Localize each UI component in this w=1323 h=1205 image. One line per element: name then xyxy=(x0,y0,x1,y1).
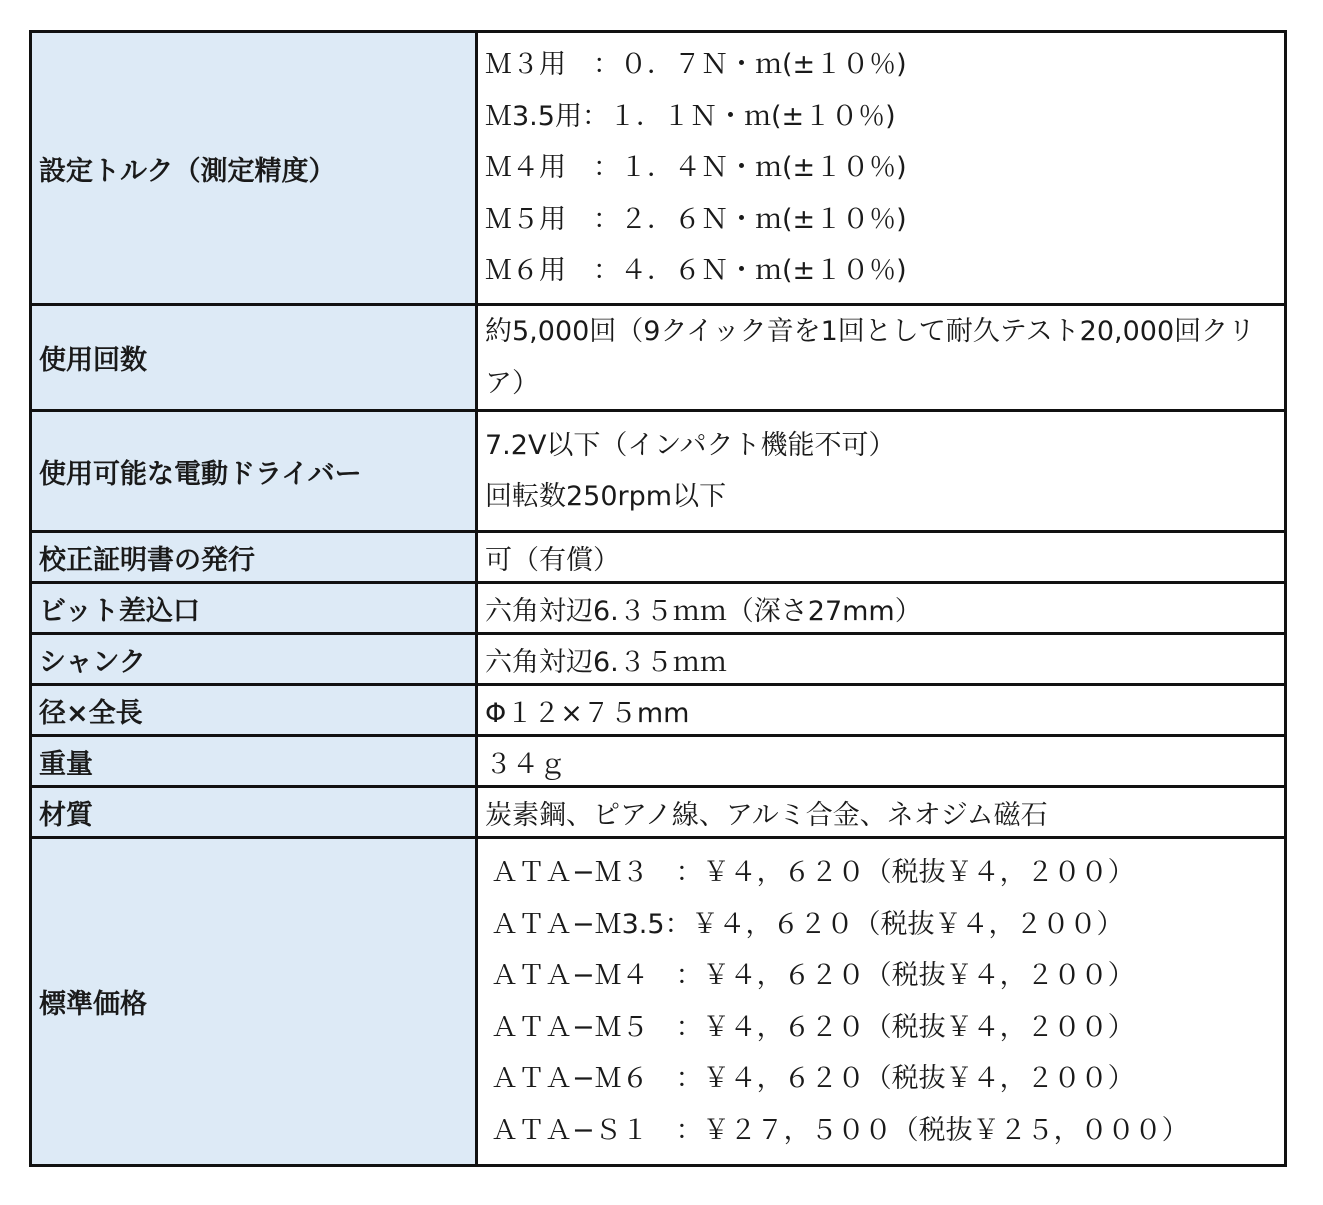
torque-line xyxy=(485,245,1278,297)
spec-label-price: 標準価格 xyxy=(31,838,477,1166)
spec-label-certificate: 校正証明書の発行 xyxy=(31,532,477,583)
torque-value: ：１．１Ｎ・ｍ(±１０％) xyxy=(581,100,896,132)
spec-row-driver xyxy=(31,411,1286,532)
price-value: ：￥４，６２０（税抜￥４，２００） xyxy=(675,857,1135,888)
price-line xyxy=(485,1053,1278,1105)
spec-value-price xyxy=(477,838,1286,1166)
price-value: ：￥４，６２０（税抜￥４，２００） xyxy=(675,1063,1135,1094)
spec-label-material: 材質 xyxy=(31,787,477,838)
spec-value-torque xyxy=(477,32,1286,305)
price-model: ＡＴＡ−Ｍ４ xyxy=(491,960,676,991)
torque-value: ：４．６Ｎ・ｍ(±１０％) xyxy=(593,255,907,287)
torque-model: Ｍ４用 xyxy=(485,152,593,184)
spec-value-bit-socket: 六角対辺6.３５ｍｍ（深さ27mm） xyxy=(477,583,1286,634)
usage-count-text: 約5,000回（9クイック音を1回として耐久テスト20,000回クリア） xyxy=(485,316,1256,399)
spec-value-usage-count xyxy=(477,305,1286,411)
torque-value: ：０．７Ｎ・ｍ(±１０％) xyxy=(593,49,907,81)
price-line xyxy=(485,1002,1278,1054)
price-model: ＡＴＡ−Ｍ６ xyxy=(491,1063,676,1094)
price-value: ：￥２７，５００（税抜￥２５，０００） xyxy=(675,1114,1189,1146)
driver-rpm: 回転数250rpm以下 xyxy=(485,481,727,512)
torque-line xyxy=(485,142,1278,194)
spec-label-usage-count: 使用回数 xyxy=(31,305,477,411)
torque-model: Ｍ3.5用 xyxy=(485,100,582,132)
spec-label-bit-socket: ビット差込口 xyxy=(31,583,477,634)
spec-row-certificate xyxy=(31,532,1286,583)
price-value: ：￥４，６２０（税抜￥４，２００） xyxy=(675,1011,1135,1043)
price-value: ：￥４，６２０（税抜￥４，２００） xyxy=(675,960,1135,991)
price-value: ：￥４，６２０（税抜￥４，２００） xyxy=(664,908,1124,940)
spec-label-weight: 重量 xyxy=(31,736,477,787)
spec-row-bit-socket xyxy=(31,583,1286,634)
price-line xyxy=(485,1105,1278,1157)
spec-row-price xyxy=(31,838,1286,1166)
spec-value-weight: ３４ｇ xyxy=(477,736,1286,787)
price-line xyxy=(485,847,1278,899)
spec-label-driver: 使用可能な電動ドライバー xyxy=(31,411,477,532)
spec-row-torque xyxy=(31,32,1286,305)
price-line xyxy=(485,899,1278,951)
torque-line xyxy=(485,91,1278,143)
spec-label-torque: 設定トルク（測定精度） xyxy=(31,32,477,305)
spec-row-shank xyxy=(31,634,1286,685)
torque-model: Ｍ３用 xyxy=(485,49,593,81)
torque-line xyxy=(485,39,1278,91)
spec-row-material xyxy=(31,787,1286,838)
price-model: ＡＴＡ−Ｍ３ xyxy=(491,857,676,888)
price-model: ＡＴＡ−Ｓ１ xyxy=(491,1114,676,1146)
driver-voltage: 7.2V以下（インパクト機能不可） xyxy=(485,429,896,461)
spec-value-certificate: 可（有償） xyxy=(477,532,1286,583)
spec-value-material: 炭素鋼、ピアノ線、アルミ合金、ネオジム磁石 xyxy=(477,787,1286,838)
torque-value: ：１．４Ｎ・ｍ(±１０％) xyxy=(593,152,907,184)
spec-value-driver xyxy=(477,411,1286,532)
torque-value: ：２．６Ｎ・ｍ(±１０％) xyxy=(593,203,907,235)
torque-line xyxy=(485,194,1278,246)
spec-row-size xyxy=(31,685,1286,736)
price-line xyxy=(485,950,1278,1002)
spec-row-usage-count xyxy=(31,305,1286,411)
torque-model: Ｍ５用 xyxy=(485,203,593,235)
spec-value-size: Φ１２×７５mm xyxy=(477,685,1286,736)
spec-label-size: 径×全長 xyxy=(31,685,477,736)
price-model: ＡＴＡ−Ｍ3.5 xyxy=(491,908,665,940)
spec-table xyxy=(29,30,1287,1167)
torque-model: Ｍ６用 xyxy=(485,255,593,287)
spec-value-shank: 六角対辺6.３５ｍｍ xyxy=(477,634,1286,685)
spec-row-weight xyxy=(31,736,1286,787)
price-model: ＡＴＡ−Ｍ５ xyxy=(491,1011,676,1043)
spec-label-shank: シャンク xyxy=(31,634,477,685)
